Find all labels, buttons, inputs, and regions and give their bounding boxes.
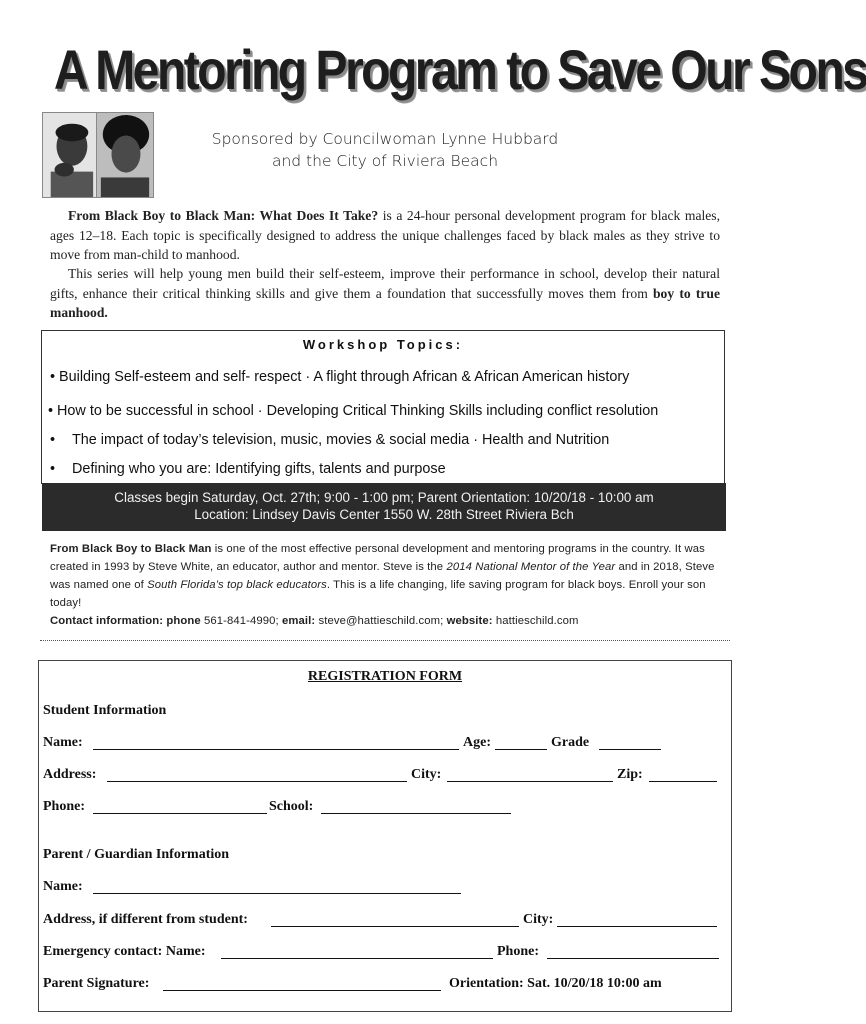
- parent-address-field[interactable]: [271, 926, 519, 927]
- parent-city-label: City:: [523, 912, 554, 927]
- parent-address-label: Address, if different from student:: [43, 912, 248, 927]
- parent-name-field[interactable]: [93, 893, 461, 894]
- website-label: website:: [446, 615, 493, 627]
- registration-form-title: REGISTRATION FORM: [307, 669, 463, 684]
- about-paragraph: [50, 540, 726, 630]
- workshop-topics-box: [41, 330, 725, 484]
- student-address-label: Address:: [43, 767, 97, 782]
- class-schedule-banner: [42, 483, 726, 531]
- contact-label: Contact information: phone: [50, 615, 201, 627]
- parent-name-label: Name:: [43, 879, 83, 894]
- sponsor-line-2: and the City of Riviera Beach: [271, 152, 499, 170]
- student-grade-label: Grade: [551, 735, 590, 750]
- cut-line-divider: [40, 640, 730, 641]
- student-city-field[interactable]: [447, 781, 613, 782]
- about-award: 2014 National Mentor of the Year: [446, 561, 616, 573]
- page-title: A Mentoring Program to Save Our Sons: [53, 38, 866, 101]
- student-zip-label: Zip:: [617, 767, 643, 782]
- about-program-name: From Black Boy to Black Man: [50, 543, 212, 555]
- emergency-phone-label: Phone:: [497, 944, 539, 959]
- student-grade-field[interactable]: [599, 749, 661, 750]
- young-man-photo-right: [96, 112, 154, 198]
- intro-text-2: This series will help young men build their self-esteem, improve their performance in school, develop their natural gifts, enhance their critical thinking skills and give them a foundation that successfully moves them from: [50, 266, 720, 301]
- workshop-topics-heading: Workshop Topics:: [302, 337, 464, 352]
- bullet-icon: •: [50, 432, 56, 448]
- contact-phone: 561-841-4990;: [200, 615, 282, 627]
- parent-signature-field[interactable]: [163, 990, 441, 991]
- about-text-1: is one of the most effective personal development and mentoring programs in the country. It was created in 1993 by Steve White, an educator, author and mentor. Steve is the: [50, 543, 705, 573]
- student-city-label: City:: [411, 767, 442, 782]
- contact-email[interactable]: steve@hattieschild.com;: [315, 615, 447, 627]
- class-location-line: Location: Lindsey Davis Center 1550 W. 28th Street Riviera Bch: [194, 507, 574, 522]
- parent-info-heading: Parent / Guardian Information: [43, 847, 230, 862]
- topic-text-4: Defining who you are: Identifying gifts, talents and purpose: [72, 461, 446, 477]
- student-name-label: Name:: [43, 735, 83, 750]
- student-school-label: School:: [269, 799, 314, 814]
- registration-form: [38, 660, 732, 1012]
- student-phone-label: Phone:: [43, 799, 85, 814]
- program-name: From Black Boy to Black Man: What Does It Take?: [68, 208, 379, 223]
- topic-line-1: • Building Self-esteem and self- respect · A flight through African & African American history: [50, 369, 630, 385]
- topic-line-4: [50, 461, 446, 477]
- student-zip-field[interactable]: [649, 781, 717, 782]
- orientation-note: Orientation: Sat. 10/20/18 10:00 am: [449, 976, 662, 991]
- about-text-3: . This is a life changing, life saving program for black boys. Enroll your son today!: [50, 579, 706, 609]
- student-address-field[interactable]: [107, 781, 407, 782]
- intro-text-2-end: boy to true manhood.: [50, 285, 720, 320]
- student-phone-field[interactable]: [93, 813, 267, 814]
- class-schedule-line: Classes begin Saturday, Oct. 27th; 9:00 - 1:00 pm; Parent Orientation: 10/20/18 - 10:00 am: [114, 490, 654, 505]
- intro-text-1: is a 24-hour personal development program for black males, ages 12–18. Each topic is specifically designed to address the unique challenges faced by black males as they strive to move from man-child to manhood.: [50, 208, 720, 262]
- sponsor-line-1: Sponsored by Councilwoman Lynne Hubbard: [211, 130, 559, 148]
- intro-paragraph-2: [50, 264, 720, 323]
- student-name-field[interactable]: [93, 749, 459, 750]
- topic-line-3: [50, 432, 609, 448]
- intro-paragraph-1: [50, 206, 720, 265]
- about-text-2: and in 2018, Steve was named one of: [50, 561, 715, 591]
- emergency-contact-label: Emergency contact: Name:: [43, 944, 206, 959]
- topic-text-3: The impact of today’s television, music, movies & social media · Health and Nutrition: [72, 432, 610, 448]
- contact-website[interactable]: hattieschild.com: [492, 615, 579, 627]
- parent-signature-label: Parent Signature:: [43, 976, 150, 991]
- student-age-field[interactable]: [495, 749, 547, 750]
- student-info-heading: Student Information: [43, 703, 167, 718]
- student-age-label: Age:: [463, 735, 491, 750]
- parent-city-field[interactable]: [557, 926, 717, 927]
- bullet-icon: •: [50, 461, 56, 477]
- emergency-phone-field[interactable]: [547, 958, 719, 959]
- student-school-field[interactable]: [321, 813, 511, 814]
- topic-line-2: • How to be successful in school · Developing Critical Thinking Skills including conflict resolution: [48, 403, 659, 419]
- about-honor: South Florida’s top black educators: [147, 579, 327, 591]
- email-label: email:: [281, 615, 316, 627]
- boy-photo-left: [42, 112, 98, 198]
- emergency-contact-name-field[interactable]: [221, 958, 493, 959]
